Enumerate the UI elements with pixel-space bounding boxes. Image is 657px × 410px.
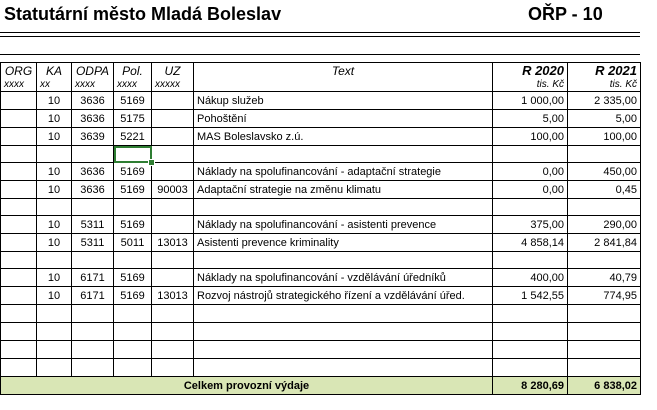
cell-pol[interactable]: 5169 (114, 287, 152, 305)
cell-uz[interactable]: 13013 (152, 287, 194, 305)
table-row (1, 323, 641, 341)
cell-uz[interactable] (152, 92, 194, 110)
cell-text[interactable] (194, 341, 493, 359)
total-row (1, 377, 641, 395)
cell-r2020[interactable] (493, 341, 568, 359)
header-ka[interactable]: KA (37, 63, 72, 80)
cell-r2020[interactable]: 375,00 (493, 216, 568, 234)
cell-text[interactable] (194, 252, 493, 269)
cell-ka[interactable]: 10 (37, 216, 72, 234)
cell-pol[interactable]: 5169 (114, 216, 152, 234)
cell-r2020[interactable]: 5,00 (493, 110, 568, 128)
cell-uz[interactable] (152, 163, 194, 181)
subheader-org[interactable]: xxxx (1, 79, 37, 92)
cell-text[interactable] (194, 323, 493, 341)
cell-uz[interactable] (152, 128, 194, 146)
cell-r2020[interactable] (493, 252, 568, 269)
table-row (1, 269, 641, 287)
cell-uz[interactable] (152, 359, 194, 377)
header-pol[interactable]: Pol. (114, 63, 152, 80)
subheader-pol[interactable]: xxxx (114, 79, 152, 92)
cell-ka[interactable] (37, 323, 72, 341)
cell-r2020[interactable]: 100,00 (493, 128, 568, 146)
cell-org[interactable] (1, 287, 37, 305)
cell-text[interactable]: Nákup služeb (194, 92, 493, 110)
cell-text[interactable] (194, 359, 493, 377)
cell-org[interactable] (1, 252, 37, 269)
cell-r2021[interactable] (568, 146, 641, 163)
cell-uz[interactable] (152, 341, 194, 359)
table-row (1, 216, 641, 234)
divider (0, 36, 640, 37)
cell-pol[interactable] (114, 199, 152, 216)
cell-r2021[interactable]: 290,00 (568, 216, 641, 234)
table-row (1, 146, 641, 163)
subheader-r2020[interactable]: tis. Kč (493, 79, 568, 92)
cell-r2021[interactable]: 40,79 (568, 269, 641, 287)
subheader-odpa[interactable]: xxxx (72, 79, 114, 92)
cell-pol[interactable] (114, 146, 152, 163)
cell-ka[interactable] (37, 305, 72, 323)
cell-uz[interactable] (152, 323, 194, 341)
cell-r2021[interactable]: 0,45 (568, 181, 641, 199)
table-row (1, 163, 641, 181)
cell-odpa[interactable]: 5311 (72, 216, 114, 234)
cell-org[interactable] (1, 163, 37, 181)
cell-pol[interactable] (114, 323, 152, 341)
cell-r2020[interactable]: 1 542,55 (493, 287, 568, 305)
cell-uz[interactable] (152, 305, 194, 323)
cell-ka[interactable] (37, 199, 72, 216)
cell-pol[interactable]: 5011 (114, 234, 152, 252)
cell-odpa[interactable]: 3636 (72, 110, 114, 128)
cell-pol[interactable] (114, 305, 152, 323)
header-row (1, 63, 641, 80)
cell-r2020[interactable]: 4 858,14 (493, 234, 568, 252)
cell-uz[interactable] (152, 146, 194, 163)
cell-ka[interactable]: 10 (37, 92, 72, 110)
table-row (1, 287, 641, 305)
cell-r2020[interactable]: 400,00 (493, 269, 568, 287)
cell-text[interactable]: Adaptační strategie na změnu klimatu (194, 181, 493, 199)
sheet-title: Statutární město Mladá Boleslav (4, 4, 282, 24)
cell-ka[interactable]: 10 (37, 163, 72, 181)
cell-uz[interactable]: 90003 (152, 181, 194, 199)
cell-text[interactable]: Asistenti prevence kriminality (194, 234, 493, 252)
cell-org[interactable] (1, 359, 37, 377)
cell-text[interactable]: Náklady na spolufinancování - adaptační strategie (194, 163, 493, 181)
cell-ka[interactable]: 10 (37, 287, 72, 305)
cell-odpa[interactable]: 3636 (72, 181, 114, 199)
cell-text[interactable] (194, 199, 493, 216)
table-row (1, 359, 641, 377)
table-row (1, 110, 641, 128)
cell-uz[interactable] (152, 252, 194, 269)
cell-odpa[interactable] (72, 305, 114, 323)
divider (0, 54, 640, 55)
cell-ka[interactable]: 10 (37, 128, 72, 146)
table-row (1, 92, 641, 110)
cell-text[interactable]: Rozvoj nástrojů strategického řízení a vzdělávání úřed. (194, 287, 493, 305)
cell-odpa[interactable]: 3636 (72, 163, 114, 181)
budget-table (0, 62, 641, 395)
header-text[interactable]: Text (194, 63, 493, 80)
cell-org[interactable] (1, 110, 37, 128)
cell-odpa[interactable] (72, 146, 114, 163)
total-r2021[interactable]: 6 838,02 (568, 377, 641, 395)
cell-text[interactable]: Náklady na spolufinancování - vzdělávání úředníků (194, 269, 493, 287)
subheader-text[interactable] (194, 79, 493, 92)
cell-r2020[interactable]: 0,00 (493, 181, 568, 199)
fill-handle[interactable] (148, 159, 155, 166)
cell-ka[interactable] (37, 341, 72, 359)
table-row (1, 234, 641, 252)
cell-pol[interactable]: 5169 (114, 181, 152, 199)
cell-r2021[interactable] (568, 341, 641, 359)
cell-r2021[interactable]: 774,95 (568, 287, 641, 305)
cell-r2020[interactable]: 1 000,00 (493, 92, 568, 110)
cell-r2021[interactable] (568, 305, 641, 323)
cell-org[interactable] (1, 216, 37, 234)
cell-ka[interactable] (37, 252, 72, 269)
header-r2021[interactable]: R 2021 (568, 63, 641, 80)
total-r2020[interactable]: 8 280,69 (493, 377, 568, 395)
table-row (1, 199, 641, 216)
cell-odpa[interactable] (72, 252, 114, 269)
cell-org[interactable] (1, 128, 37, 146)
cell-org[interactable] (1, 323, 37, 341)
cell-org[interactable] (1, 146, 37, 163)
cell-r2020[interactable] (493, 199, 568, 216)
cell-pol[interactable]: 5169 (114, 163, 152, 181)
cell-org[interactable] (1, 199, 37, 216)
cell-uz[interactable]: 13013 (152, 234, 194, 252)
cell-r2021[interactable] (568, 359, 641, 377)
header-r2020[interactable]: R 2020 (493, 63, 568, 80)
cell-org[interactable] (1, 269, 37, 287)
cell-ka[interactable]: 10 (37, 269, 72, 287)
cell-r2021[interactable]: 100,00 (568, 128, 641, 146)
cell-pol[interactable] (114, 341, 152, 359)
cell-r2021[interactable] (568, 252, 641, 269)
cell-odpa[interactable]: 5311 (72, 234, 114, 252)
cell-text[interactable]: MAS Boleslavsko z.ú. (194, 128, 493, 146)
cell-r2020[interactable]: 0,00 (493, 163, 568, 181)
table-row (1, 341, 641, 359)
cell-org[interactable] (1, 92, 37, 110)
subheader-uz[interactable]: xxxxx (152, 79, 194, 92)
table-row (1, 252, 641, 269)
table-row (1, 305, 641, 323)
table-row (1, 181, 641, 199)
cell-ka[interactable]: 10 (37, 181, 72, 199)
cell-odpa[interactable]: 6171 (72, 269, 114, 287)
cell-pol[interactable] (114, 252, 152, 269)
cell-text[interactable] (194, 305, 493, 323)
cell-r2020[interactable] (493, 323, 568, 341)
cell-pol[interactable] (114, 359, 152, 377)
cell-ka[interactable]: 10 (37, 110, 72, 128)
table-row (1, 128, 641, 146)
cell-text[interactable] (194, 146, 493, 163)
section-code: OŘP - 10 (528, 4, 603, 24)
cell-org[interactable] (1, 234, 37, 252)
cell-org[interactable] (1, 305, 37, 323)
header-org[interactable]: ORG (1, 63, 37, 80)
cell-pol[interactable]: 5175 (114, 110, 152, 128)
cell-odpa[interactable]: 3636 (72, 92, 114, 110)
total-label[interactable]: Celkem provozní výdaje (1, 377, 493, 395)
divider (0, 32, 640, 33)
cell-r2021[interactable] (568, 323, 641, 341)
cell-pol[interactable]: 5221 (114, 128, 152, 146)
cell-r2021[interactable]: 2 335,00 (568, 92, 641, 110)
cell-org[interactable] (1, 181, 37, 199)
cell-odpa[interactable] (72, 341, 114, 359)
cell-odpa[interactable] (72, 199, 114, 216)
cell-org[interactable] (1, 341, 37, 359)
cell-r2021[interactable]: 5,00 (568, 110, 641, 128)
cell-uz[interactable] (152, 110, 194, 128)
cell-r2020[interactable] (493, 359, 568, 377)
cell-uz[interactable] (152, 216, 194, 234)
cell-odpa[interactable]: 3639 (72, 128, 114, 146)
cell-r2021[interactable]: 2 841,84 (568, 234, 641, 252)
cell-pol[interactable]: 5169 (114, 92, 152, 110)
header-odpa[interactable]: ODPA (72, 63, 114, 80)
cell-uz[interactable] (152, 199, 194, 216)
cell-odpa[interactable]: 6171 (72, 287, 114, 305)
cell-odpa[interactable] (72, 359, 114, 377)
cell-r2020[interactable] (493, 305, 568, 323)
cell-r2021[interactable] (568, 199, 641, 216)
cell-ka[interactable]: 10 (37, 234, 72, 252)
cell-uz[interactable] (152, 269, 194, 287)
cell-r2021[interactable]: 450,00 (568, 163, 641, 181)
cell-ka[interactable] (37, 359, 72, 377)
cell-r2020[interactable] (493, 146, 568, 163)
cell-pol[interactable]: 5169 (114, 269, 152, 287)
cell-text[interactable]: Náklady na spolufinancování - asistenti prevence (194, 216, 493, 234)
header-uz[interactable]: UZ (152, 63, 194, 80)
subheader-r2021[interactable]: tis. Kč (568, 79, 641, 92)
subheader-ka[interactable]: xx (37, 79, 72, 92)
cell-text[interactable]: Pohoštění (194, 110, 493, 128)
cell-ka[interactable] (37, 146, 72, 163)
cell-odpa[interactable] (72, 323, 114, 341)
subheader-row (1, 79, 641, 92)
